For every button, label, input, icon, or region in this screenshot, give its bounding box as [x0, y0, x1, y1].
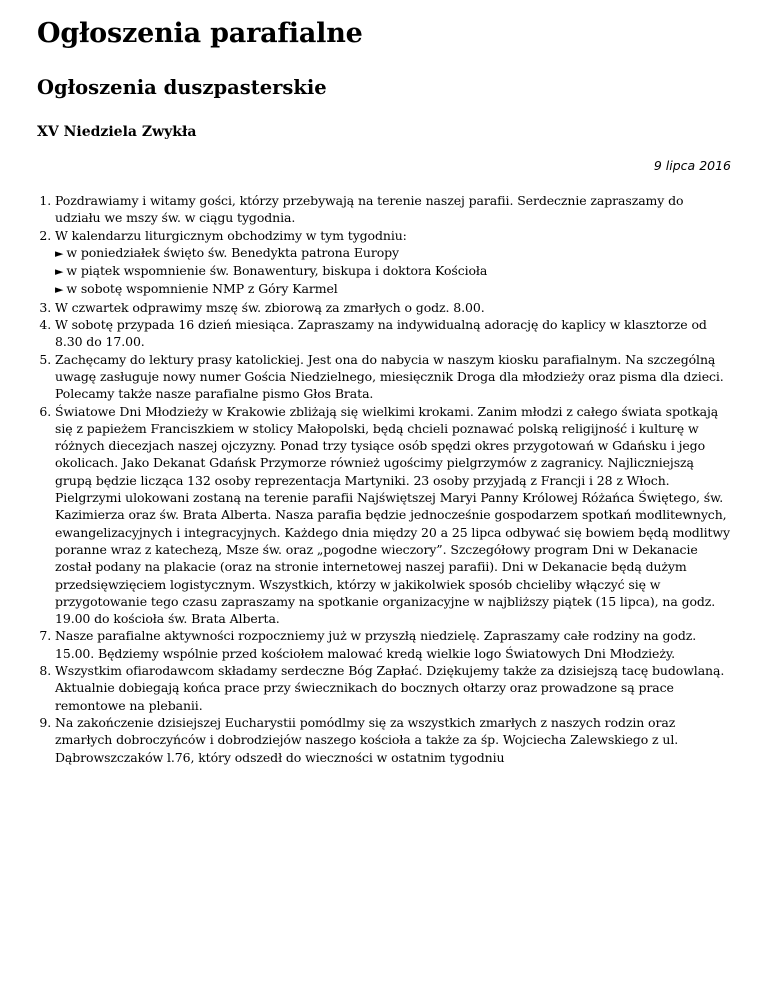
list-item	[55, 662, 731, 714]
sub-item	[55, 262, 731, 280]
list-item-text: Pozdrawiamy i witamy gości, którzy przebywają na terenie naszej parafii. Serdecznie zapraszamy do udziału we mszy św. w ciągu tygodnia.	[55, 193, 684, 226]
list-item-text: W czwartek odprawimy mszę św. zbiorową za zmarłych o godz. 8.00.	[55, 299, 485, 315]
sub-item	[55, 280, 731, 298]
list-item	[55, 316, 731, 351]
arrow-right-icon: ►	[55, 265, 64, 279]
list-item-text: Zachęcamy do lektury prasy katolickiej. Jest ona do nabycia w naszym kiosku parafialnym. Na szczególną uwagę zasługuje nowy numer Gościa Niedzielnego, miesięcznik Droga dla młodzieży oraz pisma dla dzieci. Polecamy także nasze parafialne pismo Głos Brata.	[55, 351, 724, 402]
arrow-right-icon: ►	[55, 283, 64, 297]
list-item	[55, 351, 731, 403]
list-item-text: Nasze parafialne aktywności rozpoczniemy już w przyszłą niedzielę. Zapraszamy całe rodziny na godz. 15.00. Będziemy wspólnie przed kościołem malować kredą wielkie logo Światowych Dni Młodzieży.	[55, 628, 697, 661]
announcements-list	[37, 192, 731, 766]
sub-item-text: w sobotę wspomnienie NMP z Góry Karmel	[66, 281, 338, 297]
list-item	[55, 299, 731, 316]
list-item	[55, 192, 731, 227]
list-item-text: Światowe Dni Młodzieży w Krakowie zbliżają się wielkimi krokami. Zanim młodzi z całego świata spotkają się z papieżem Franciszkiem w stolicy Małopolski, będą chcieli poznawać polską religijność i kulturę w różnych diecezjach naszej ojczyzny. Ponad trzy tysiące osób spędzi okres przygotowań w Gdańsku i jego okolicach. Jako Dekanat Gdańsk Przymorze również ugościmy pielgrzymów z zagranicy. Najliczniejszą grupą będzie licząca 132 osoby reprezentacja Martyniki. 23 osoby przyjadą z Francji i 28 z Włoch. Pielgrzymi ulokowani zostaną na terenie parafii Najświętszej Maryi Panny Królowej Różańca Świętego, św. Kazimierza oraz św. Brata Alberta. Nasza parafia będzie jednocześnie gospodarzem spotkań modlitewnych, ewangelizacyjnych i integracyjnych. Każdego dnia między 20 a 25 lipca odbywać się bowiem będą modlitwy poranne wraz z katechezą, Msze św. oraz „pogodne wieczory”. Szczegółowy program Dni w Dekanacie został podany na plakacie (oraz na stronie internetowej naszej parafii). Dni w Dekanacie będą dużym przedsięwzięciem logistycznym. Wszystkich, którzy w jakikolwiek sposób chcieliby włączyć się w przygotowanie tego czasu zapraszamy na spotkanie organizacyjne w najbliższy piątek (15 lipca), na godz. 19.00 do kościoła św. Brata Alberta.	[55, 403, 730, 627]
list-item	[55, 627, 731, 662]
page-title: Ogłoszenia parafialne	[37, 18, 363, 49]
document-page	[37, 12, 731, 766]
sub-item	[55, 244, 731, 262]
list-item	[55, 714, 731, 766]
sub-item-text: w piątek wspomnienie św. Bonawentury, biskupa i doktora Kościoła	[66, 263, 488, 279]
list-item-text: Wszystkim ofiarodawcom składamy serdeczne Bóg Zapłać. Dziękujemy także za dzisiejszą tacę budowlaną. Aktualnie dobiegają końca prace przy świecznikach do bocznych ołtarzy oraz prowadzone są prace remontowe na plebanii.	[55, 663, 725, 713]
page-subtitle: Ogłoszenia duszpasterskie	[37, 76, 327, 99]
arrow-right-icon: ►	[55, 246, 64, 260]
list-item	[55, 403, 731, 628]
announcement-date: 9 lipca 2016	[653, 158, 731, 173]
list-item	[55, 227, 731, 299]
sunday-heading: XV Niedziela Zwykła	[37, 124, 197, 140]
list-item-text: W sobotę przypada 16 dzień miesiąca. Zapraszamy na indywidualną adorację do kaplicy w klasztorze od 8.30 do 17.00.	[55, 317, 707, 350]
list-item-text: W kalendarzu liturgicznym obchodzimy w tym tygodniu:	[55, 227, 407, 243]
list-item-text: Na zakończenie dzisiejszej Eucharystii pomódlmy się za wszystkich zmarłych z naszych rodzin oraz zmarłych dobroczyńców i dobrodziejów naszego kościoła a także za śp. Wojciecha Zalewskiego z ul. Dąbrowszczaków l.76, który odszedł do wieczności w ostatnim tygodniu	[55, 714, 679, 765]
sub-item-text: w poniedziałek święto św. Benedykta patrona Europy	[66, 244, 399, 260]
